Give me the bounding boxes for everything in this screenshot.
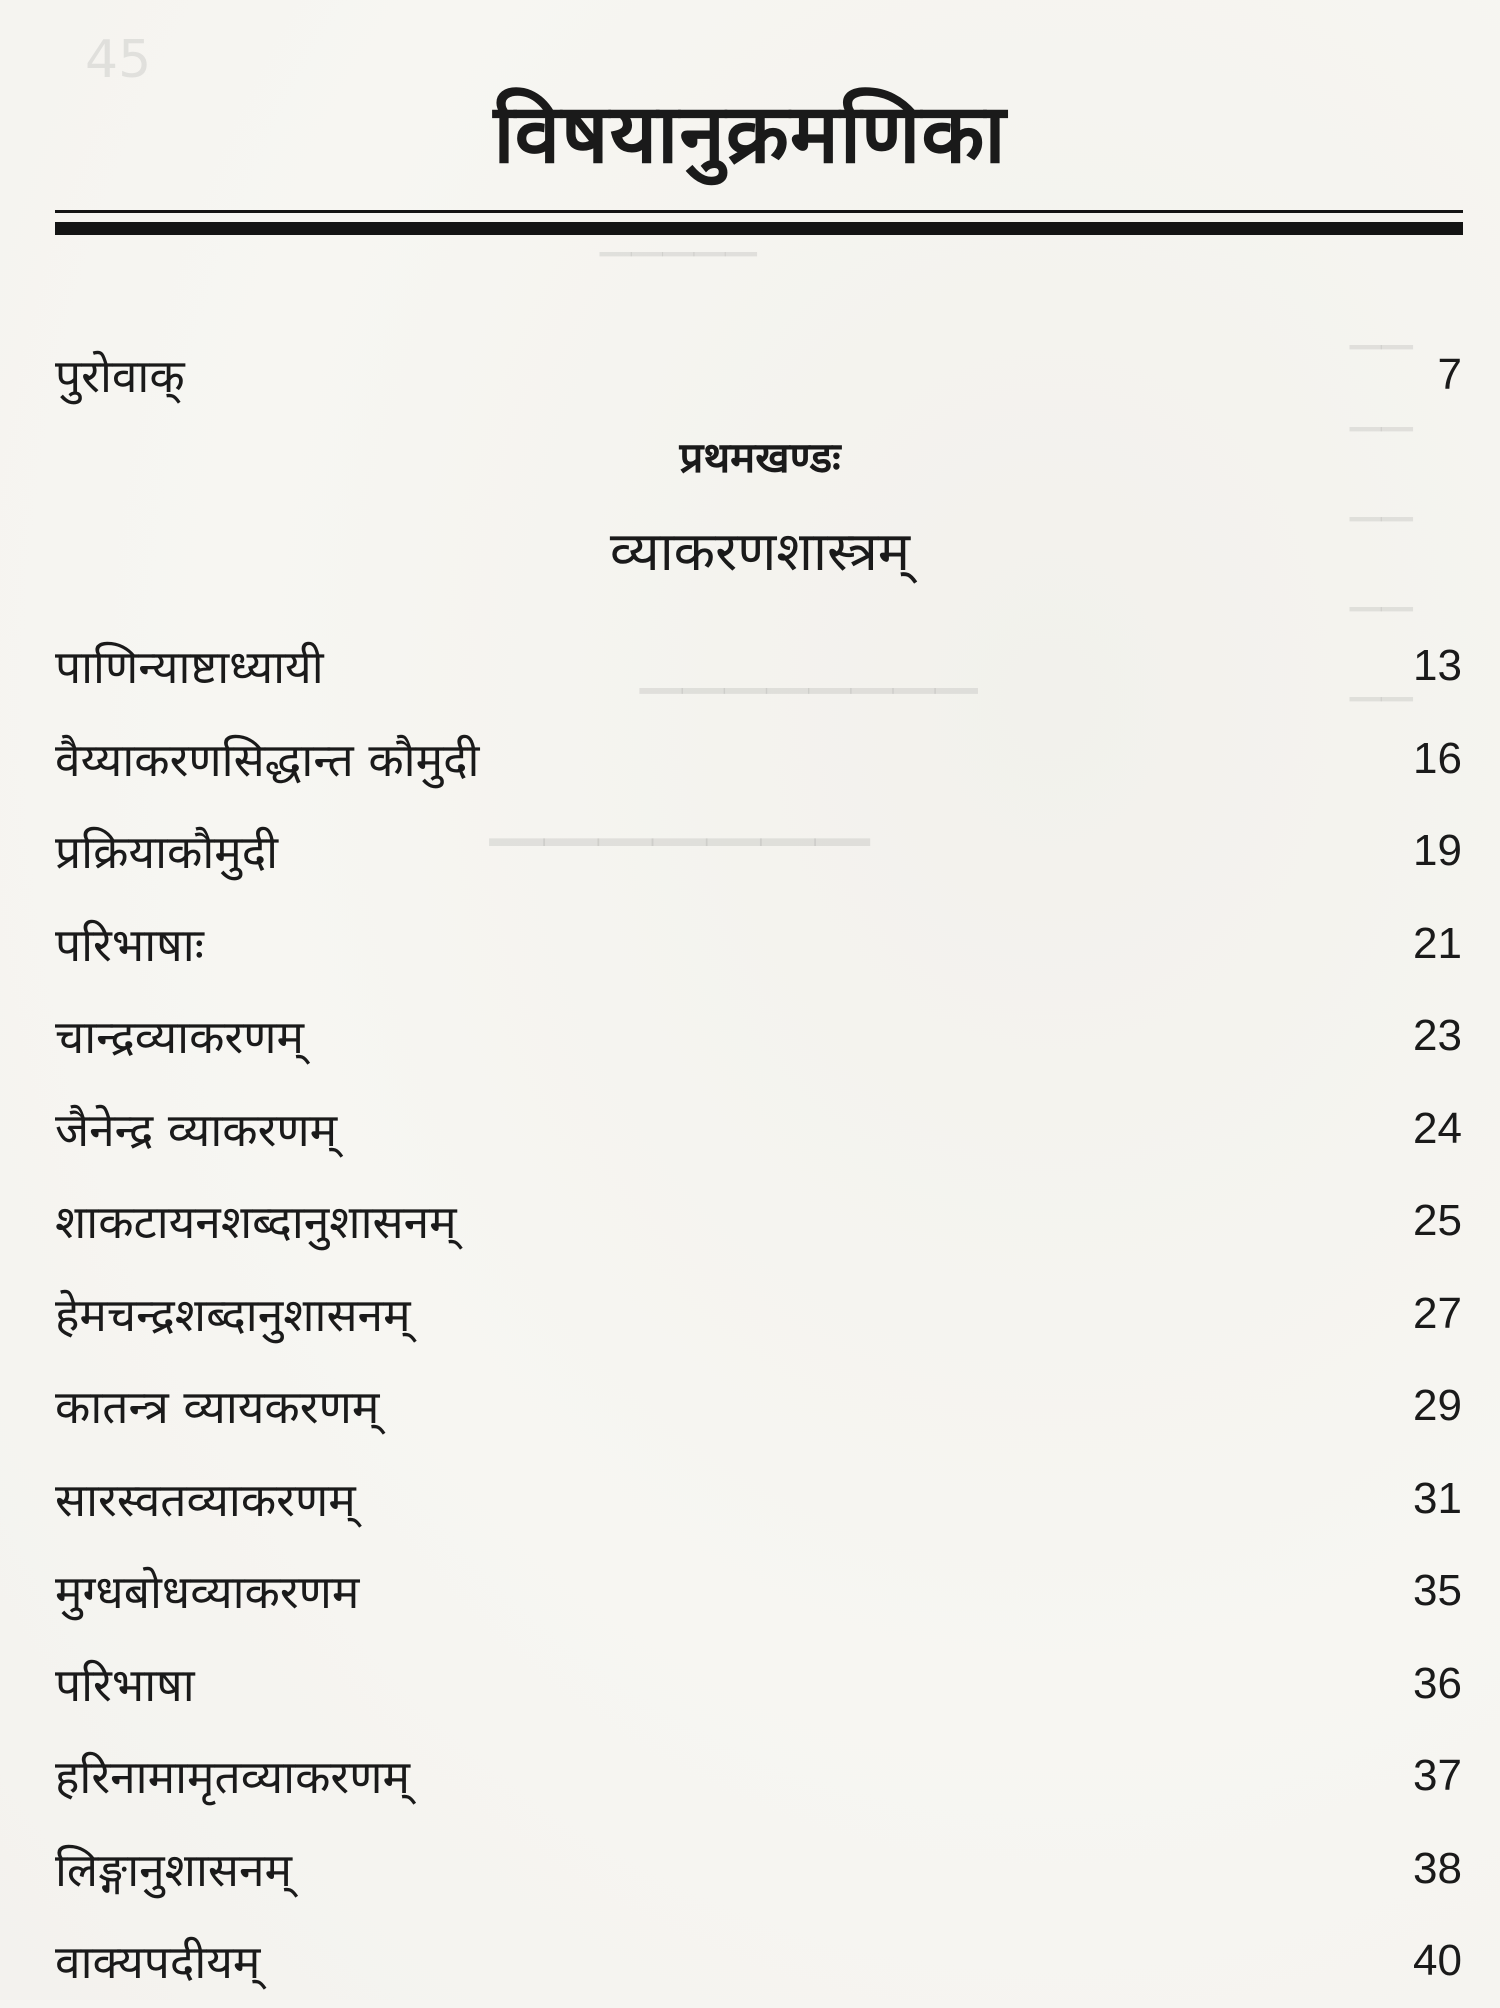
toc-entry bbox=[55, 1360, 1462, 1453]
toc-entry bbox=[55, 1268, 1462, 1361]
show-through-mark: ── bbox=[1350, 580, 1413, 640]
title-rule-thin bbox=[55, 210, 1463, 213]
toc-entry-page: 38 bbox=[1413, 1843, 1462, 1893]
show-through-mark: 45 bbox=[85, 30, 152, 90]
title-rule-thick bbox=[55, 222, 1463, 235]
toc-entry-title: शाकटायनशब्दानुशासनम् bbox=[55, 1195, 457, 1250]
toc-entry-page: 19 bbox=[1413, 826, 1462, 876]
toc-entry bbox=[55, 1730, 1462, 1823]
preface-title: पुरोवाक् bbox=[55, 349, 185, 403]
toc-entry-page: 23 bbox=[1413, 1011, 1462, 1061]
toc-entry bbox=[55, 1175, 1462, 1268]
toc-list bbox=[55, 620, 1462, 2008]
page-title: विषयानुक्रमणिका bbox=[493, 87, 1007, 182]
toc-entry-title: परिभाषाः bbox=[55, 917, 204, 972]
show-through-mark: ───── bbox=[600, 225, 757, 285]
toc-entry-page: 37 bbox=[1413, 1751, 1462, 1801]
show-through-mark: ─────── bbox=[490, 790, 870, 895]
toc-entry bbox=[55, 620, 1462, 713]
toc-entry-title: हेमचन्द्रशब्दानुशासनम् bbox=[55, 1287, 411, 1342]
show-through-mark: ── bbox=[1350, 400, 1413, 460]
show-through-mark: ── bbox=[1350, 490, 1413, 550]
toc-entry-page: 16 bbox=[1413, 733, 1462, 783]
toc-entry-title: हरिनामामृतव्याकरणम् bbox=[55, 1750, 410, 1805]
toc-entry-title: वैय्याकरणसिद्धान्त कौमुदी bbox=[55, 732, 480, 787]
preface-entry bbox=[55, 342, 1462, 408]
toc-entry-page: 29 bbox=[1413, 1381, 1462, 1431]
toc-entry bbox=[55, 898, 1462, 991]
show-through-mark: ── bbox=[1350, 670, 1413, 730]
section-label: प्रथमखण्डः bbox=[679, 433, 841, 482]
toc-entry bbox=[55, 1823, 1462, 1916]
toc-entry-page: 24 bbox=[1413, 1103, 1462, 1153]
toc-entry-page: 40 bbox=[1413, 1936, 1462, 1986]
toc-entry bbox=[55, 1083, 1462, 1176]
toc-entry-page: 27 bbox=[1413, 1288, 1462, 1338]
toc-entry-page: 35 bbox=[1413, 1566, 1462, 1616]
toc-entry-page: 25 bbox=[1413, 1196, 1462, 1246]
toc-entry-title: कातन्त्र व्यायकरणम् bbox=[55, 1380, 380, 1435]
toc-entry-page: 36 bbox=[1413, 1658, 1462, 1708]
toc-entry-title: लिङ्गानुशासनम् bbox=[55, 1842, 292, 1897]
toc-entry-page: 21 bbox=[1413, 918, 1462, 968]
toc-entry-title: प्रक्रियाकौमुदी bbox=[55, 825, 279, 880]
toc-entry-page: 13 bbox=[1413, 641, 1462, 691]
toc-entry bbox=[55, 713, 1462, 806]
toc-entry-title: सारस्वतव्याकरणम् bbox=[55, 1472, 356, 1527]
toc-entry-page: 31 bbox=[1413, 1473, 1462, 1523]
toc-entry bbox=[55, 1453, 1462, 1546]
toc-entry bbox=[55, 1638, 1462, 1731]
toc-entry-title: वाक्यपदीयम् bbox=[55, 1935, 261, 1990]
show-through-mark: ──────── bbox=[640, 650, 978, 732]
preface-page-number: 7 bbox=[1437, 350, 1462, 399]
section-title: व्याकरणशास्त्रम् bbox=[609, 520, 911, 583]
toc-entry bbox=[55, 1915, 1462, 2008]
toc-entry-title: चान्द्रव्याकरणम् bbox=[55, 1010, 304, 1065]
toc-entry-title: जैनेन्द्र व्याकरणम् bbox=[55, 1102, 338, 1157]
toc-entry-title: पाणिन्याष्टाध्यायी bbox=[55, 640, 324, 695]
toc-entry-title: परिभाषा bbox=[55, 1657, 195, 1712]
toc-entry-title: मुग्धबोधव्याकरणम bbox=[55, 1565, 360, 1620]
show-through-mark: ── bbox=[1350, 318, 1413, 378]
toc-entry bbox=[55, 1545, 1462, 1638]
toc-entry bbox=[55, 990, 1462, 1083]
toc-entry bbox=[55, 805, 1462, 898]
